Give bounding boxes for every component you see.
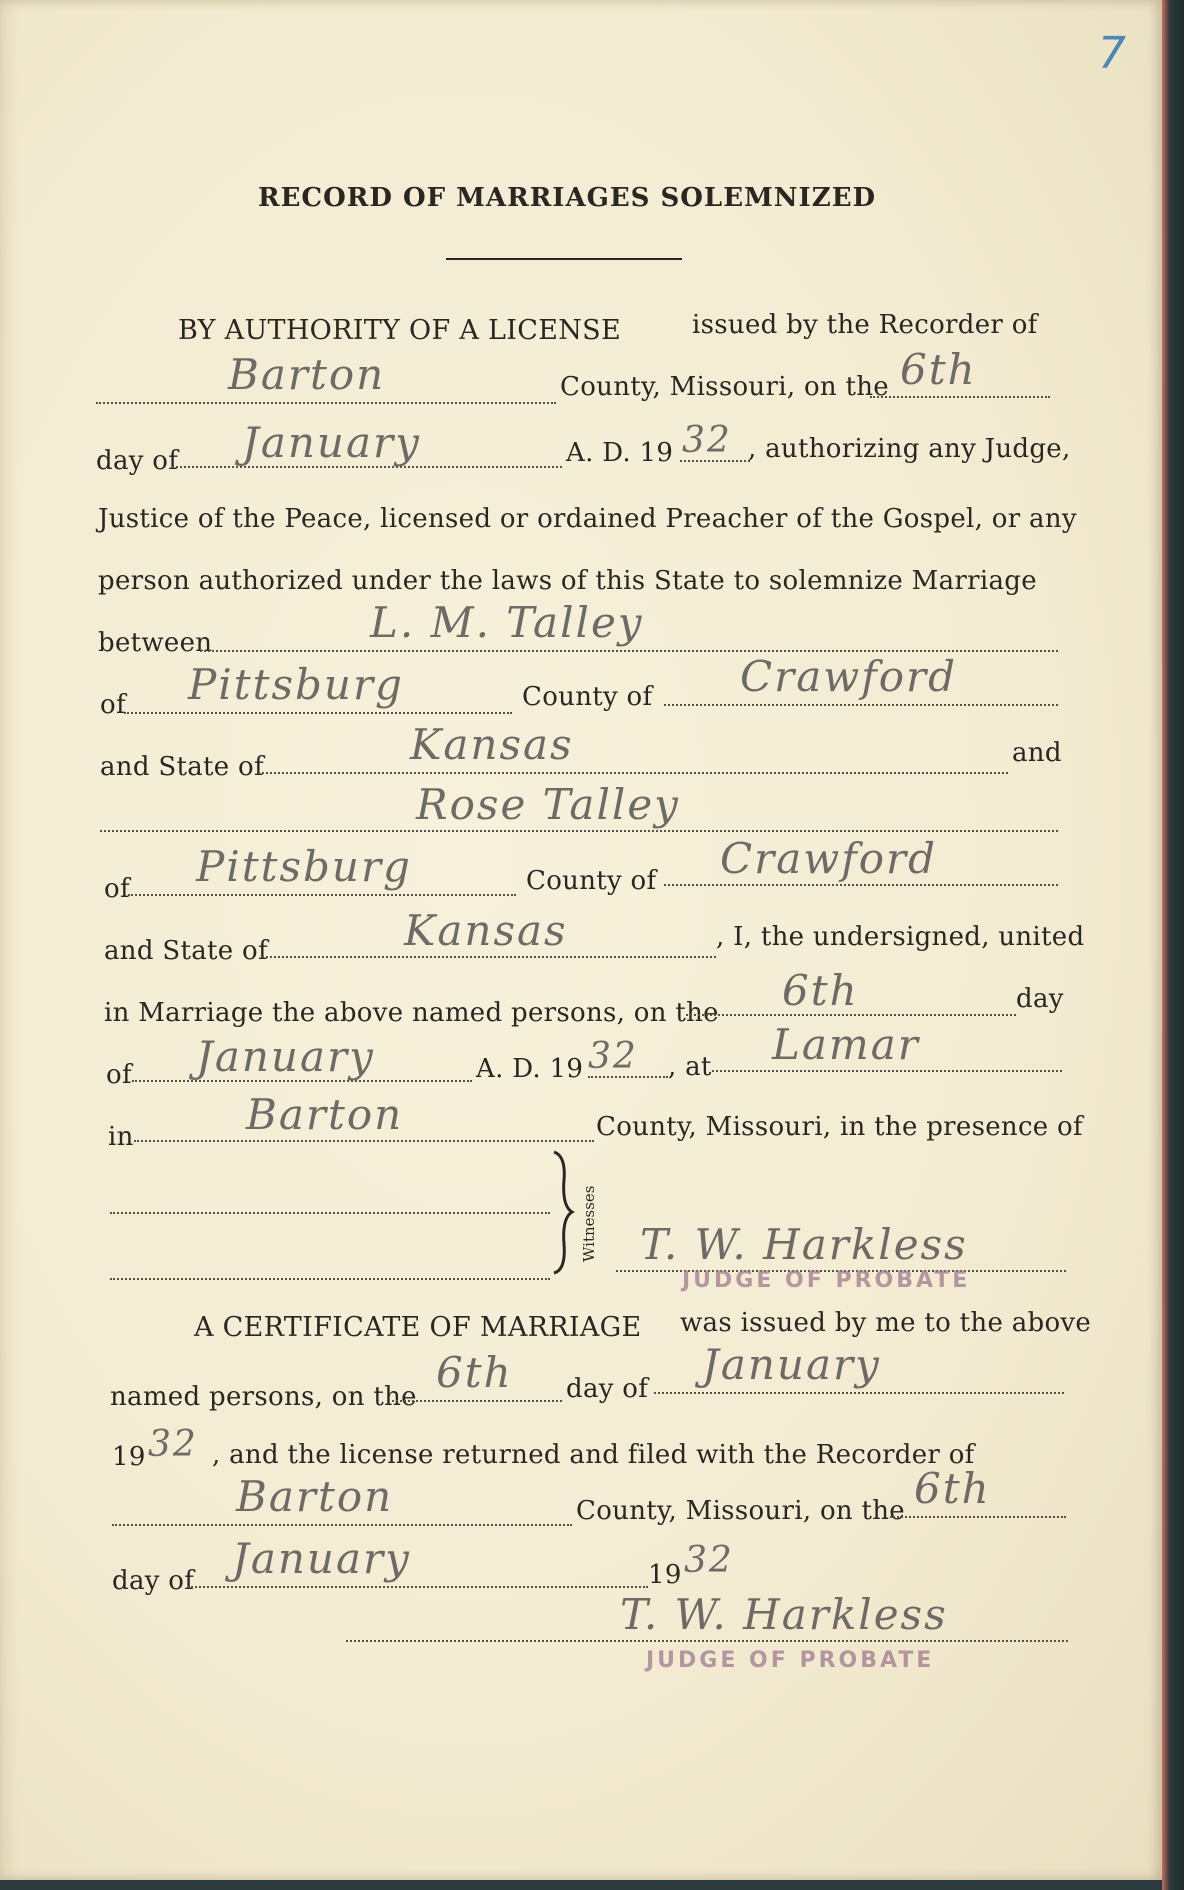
certificate-day-of: day of [566, 1374, 649, 1404]
signature-line [346, 1640, 1068, 1642]
county-line [96, 402, 556, 404]
married-label: in Marriage the above named persons, on the [104, 998, 719, 1028]
ceremony-county: Barton [246, 1090, 404, 1139]
party2-county-of: County of [526, 866, 657, 896]
party1-city-line [124, 712, 512, 714]
party2-state: Kansas [404, 906, 568, 955]
license-lead-caps: BY AUTHORITY OF A LICENSE [178, 315, 621, 346]
party1-of-label: of [100, 690, 126, 720]
party2-state-line [262, 956, 716, 958]
witnesses-label: Witnesses [580, 1185, 598, 1262]
certificate-day-line [392, 1400, 562, 1402]
party2-city: Pittsburg [196, 842, 412, 891]
ceremony-of-label: of [106, 1060, 132, 1090]
page-title: RECORD OF MARRIAGES SOLEMNIZED [258, 183, 877, 213]
license-lead-rest: issued by the Recorder of [692, 310, 1038, 340]
certificate-year-prefix: 19 [112, 1442, 146, 1472]
party1-county: Crawford [740, 652, 957, 701]
book-edge [1162, 0, 1184, 1890]
filed-year: 32 [684, 1540, 734, 1581]
year-line [680, 460, 750, 462]
ceremony-year: 32 [588, 1036, 638, 1077]
party1-county-line [664, 704, 1058, 706]
certificate-lead-rest: was issued by me to the above [680, 1308, 1092, 1338]
title-rule [446, 258, 682, 260]
license-returned-text: , and the license returned and filed with the Recorder of [212, 1440, 975, 1470]
party1-state: Kansas [410, 720, 574, 769]
certificate-month-line [654, 1392, 1064, 1394]
ad-label: A. D. 19 [566, 438, 674, 468]
license-line3: Justice of the Peace, licensed or ordained Preacher of the Gospel, or any [98, 504, 1077, 534]
license-county-mid: County, Missouri, on the [560, 372, 889, 402]
ceremony-in-label: in [108, 1122, 134, 1152]
party1-city: Pittsburg [188, 660, 404, 709]
party2-county: Crawford [720, 834, 937, 883]
party2-city-line [128, 894, 516, 896]
date-line [870, 396, 1050, 398]
certificate-lead-caps: A CERTIFICATE OF MARRIAGE [194, 1312, 642, 1343]
party1-name: L. M. Talley [370, 598, 644, 647]
filed-year-prefix: 19 [648, 1560, 682, 1590]
license-month: January [242, 418, 421, 467]
authorizing-text: , authorizing any Judge, [748, 434, 1071, 464]
certificate-day: 6th [436, 1348, 513, 1397]
certificate-county-mid: County, Missouri, on the [576, 1496, 905, 1526]
ceremony-day: 6th [782, 966, 859, 1015]
certificate-county-line [112, 1524, 572, 1526]
undersigned-text: , I, the undersigned, united [716, 922, 1085, 952]
party2-name-line [100, 830, 1058, 832]
license-county: Barton [228, 350, 386, 399]
party2-county-line [664, 884, 1058, 886]
ceremony-at-label: , at [668, 1052, 712, 1082]
presence-text: County, Missouri, in the presence of [596, 1112, 1083, 1142]
party2-of-label: of [104, 874, 130, 904]
page-number: 7 [1098, 28, 1126, 79]
license-date-day: 6th [900, 345, 977, 394]
party2-name: Rose Talley [416, 780, 680, 829]
witness-brace [546, 1150, 576, 1275]
and-label: and [1012, 738, 1062, 768]
ceremony-place: Lamar [772, 1020, 920, 1069]
officiant-signature: T. W. Harkless [640, 1220, 968, 1269]
certificate-stamp: JUDGE OF PROBATE [646, 1648, 935, 1673]
filed-month-line [188, 1586, 648, 1588]
party1-state-label: and State of [100, 752, 264, 782]
filed-month: January [232, 1534, 411, 1583]
witness-line-2 [110, 1278, 550, 1280]
ceremony-day-label: day [1016, 984, 1064, 1014]
ceremony-place-line [712, 1070, 1062, 1072]
party1-county-of: County of [522, 682, 653, 712]
filed-day-line [890, 1516, 1066, 1518]
party1-state-line [258, 772, 1008, 774]
filed-day: 6th [914, 1464, 991, 1513]
ceremony-month: January [196, 1032, 375, 1081]
certificate-month: January [702, 1340, 881, 1389]
certificate-named-label: named persons, on the [110, 1382, 417, 1412]
certificate-year: 32 [148, 1424, 198, 1465]
witness-line-1 [110, 1212, 550, 1214]
license-line4: person authorized under the laws of this State to solemnize Marriage [98, 566, 1037, 596]
day-of-label: day of [96, 446, 179, 476]
officiant-stamp: JUDGE OF PROBATE [682, 1268, 971, 1293]
ceremony-county-line [134, 1140, 594, 1142]
license-year: 32 [682, 420, 732, 461]
certificate-signature: T. W. Harkless [620, 1590, 948, 1639]
between-label: between [98, 628, 213, 658]
ceremony-ad: A. D. 19 [476, 1054, 584, 1084]
certificate-county: Barton [236, 1472, 394, 1521]
party2-state-label: and State of [104, 936, 268, 966]
certificate-day-of2: day of [112, 1566, 195, 1596]
ceremony-year-line [588, 1076, 668, 1078]
